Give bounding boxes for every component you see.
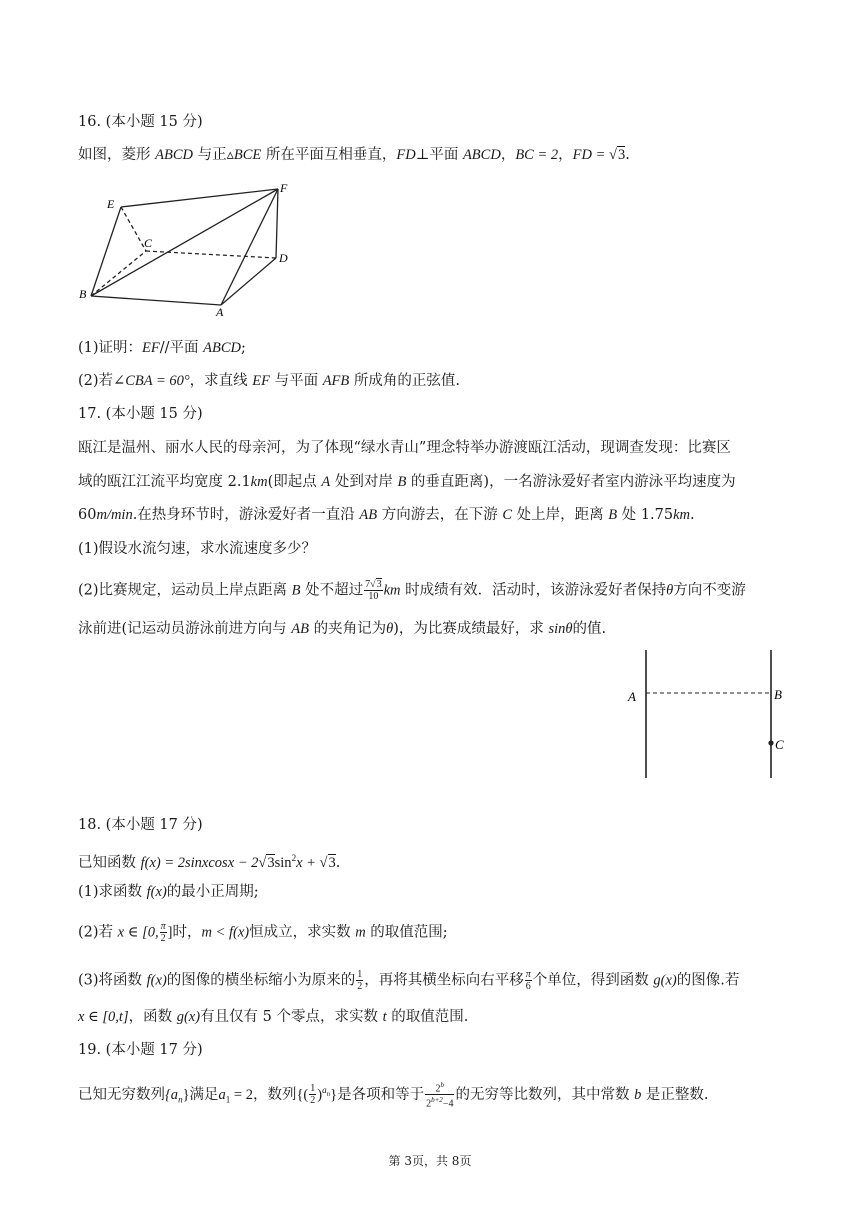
text: 时成绩有效．活动时，该游泳爱好者保持 [400,582,667,599]
q18-line1: 已知函数 f(x) = 2sinxcosx − $2√3\sin^2x + √3$. [78,853,341,871]
fraction-pi-over-6 [525,969,532,992]
text: 泳前进(记运动员游泳前进方向与 [78,621,292,637]
math: km [383,582,401,599]
page-footer: 第 3页，共 8页 [388,1154,472,1168]
math: x ∈ [0,t] [78,1009,129,1025]
math: m < f(x) [201,924,250,941]
frac-den: 2 [357,981,363,992]
frac-num: π [160,921,166,932]
text: 与平面 [269,373,323,389]
text: 所在平面互相垂直， [261,147,397,163]
text: 的值. [572,621,607,637]
text: 已知函数 [78,854,141,871]
label-E: E [107,197,115,211]
label-D: D [279,251,288,265]
point-C [768,740,773,745]
fraction-7sqrt3-over-10: $\frac{7√3}{10}$ [365,579,382,602]
math: B [397,474,407,490]
text: ; [241,340,246,356]
math: km [673,507,691,523]
frac-num: 1 [357,969,363,980]
frac-den: 6 [525,981,531,992]
text: ，数列 [252,1086,297,1103]
text: 所成角的正弦值. [349,373,460,389]
label-F: F [280,181,288,195]
math: x ∈ [0, [117,924,159,941]
text: 处上岸，距离 [512,507,609,523]
label-B: B [774,687,782,702]
math: f(x) [146,972,167,989]
label-C: C [144,236,153,250]
text: 方向不变游 [673,582,746,599]
math: AB [291,621,309,637]
text: (1)求函数 [78,884,147,900]
text: //平面 [159,340,204,356]
math: ABCD [203,340,242,356]
superscript: a [322,1085,327,1095]
q19-header: 19. (本小题 17 分) [78,1042,203,1058]
sqrt-value: 3 [328,854,336,871]
text: . [625,147,630,163]
q18-part2 [78,921,448,944]
math: x + [296,854,320,871]
text: ， [500,147,516,163]
math: ] [167,924,173,941]
text: 恒成立，求实数 [249,924,356,941]
label-C: C [775,737,784,752]
frac-num: 1 [310,1083,316,1095]
q16-intro: 如图，菱形 ABCD 与正▵BCE 所在平面互相垂直，FD⊥平面 ABCD，BC = 2，FD = √3. [78,147,630,163]
math: b [634,1086,642,1103]
text: 60 [78,507,97,523]
q19-line1 [78,1080,709,1110]
frac-den: 10 [368,591,379,602]
math: θ [386,621,394,637]
q17-part2-line1 [78,579,746,602]
fraction-pi-over-2 [160,921,167,944]
text: 的最小正周期; [166,884,259,900]
text: 的取值范围; [365,924,448,941]
text: (3)将函数 [78,972,147,989]
sqrt-value: 3 [617,147,626,163]
math: BCE [233,147,262,163]
text: (2)若 [78,924,118,941]
text: 平面 [429,147,463,163]
superscript: b+2 [431,1096,443,1105]
math: FD [396,147,416,163]
frac-den: 2 [310,1095,316,1107]
math: } [182,1086,190,1103]
sqrt-value: 3 [267,854,275,871]
math: ABCD [155,147,193,163]
text: (2)若 [78,373,114,389]
q18-part3-line2 [78,1007,468,1027]
q17-part2-line2 [78,619,606,639]
math: m [355,924,366,941]
frac-num: 7 [365,579,371,590]
q17-header: 17. (本小题 15 分) [78,406,203,422]
math: a [218,1086,226,1103]
subscript: n [326,1089,331,1098]
text: (1)证明： [78,340,143,356]
perp-symbol: ⊥ [415,147,430,163]
frac-sqrt: 3 [376,579,382,590]
q17-figure [620,645,800,785]
frac-den-tail: −4 [442,1098,454,1110]
math: EF [252,373,270,389]
triangle-symbol: ▵ [226,147,234,163]
superscript: b [440,1081,445,1089]
math: BC = 2 [515,147,559,163]
subscript: n [178,1094,183,1105]
text: 是正整数. [641,1086,709,1103]
math: FD = [572,147,610,163]
label-A: A [216,305,224,319]
q17-line3 [78,505,695,525]
fraction-2b-over-2b2-4 [425,1080,454,1110]
q17-line1: 瓯江是温州、丽水人民的母亲河，为了体现“绿水青山”理念特举办游渡瓯江活动，现调查发现：比赛区 [78,440,731,456]
text: 处到对岸 [330,474,398,490]
text: 有且仅有 5 个零点，求实数 [200,1009,383,1025]
math: AFB [322,373,350,389]
text: 的图像.若 [676,972,740,989]
text: 的无穷等比数列，其中常数 [455,1086,635,1103]
fraction-1-over-2 [356,969,363,992]
math: m/min [96,507,133,523]
math: {( [296,1086,309,1103]
math: g(x) [653,972,677,989]
math: sinθ [548,621,573,637]
text: )，为比赛成绩最好，求 [393,621,549,637]
math: ABCD [462,147,501,163]
text: ，函数 [128,1009,177,1025]
math: ) [317,1086,323,1103]
q16-figure [74,180,304,320]
math: C [502,507,513,523]
text: 方向游去，在下游 [377,507,503,523]
math: km [250,474,268,490]
text: 个单位，得到函数 [532,972,654,989]
math: g(x) [176,1009,201,1025]
math: } [330,1086,338,1103]
text: 的夹角记为 [308,621,387,637]
q18-part3-line1 [78,969,739,992]
text: 域的瓯江江流平均宽度 2.1 [78,474,251,490]
text: ， [558,147,573,163]
math: f(x) = 2sinxcosx − 2 [140,854,259,871]
text: 的图像的横坐标缩小为原来的 [166,972,356,989]
math: B [291,582,301,599]
q16-part2 [78,371,460,391]
math: f(x) [146,884,167,900]
text: 是各项和等于 [337,1086,425,1103]
frac-num: π [525,969,531,980]
text: (即起点 [267,474,322,490]
math: B [608,507,618,523]
text: . [690,507,695,523]
text: 处不超过 [300,582,364,599]
text: 的取值范围. [386,1009,469,1025]
math: t [382,1009,387,1025]
text: . [335,854,341,871]
text: 的垂直距离)，一名游泳爱好者室内游泳平均速度为 [406,474,736,490]
q18-header: 18. (本小题 17 分) [78,817,203,833]
text: 与正 [192,147,227,163]
frac-den: 2 [426,1098,432,1110]
text: ，再将其横坐标向右平移 [364,972,524,989]
q16-part1 [78,338,246,358]
q17-line2 [78,472,736,492]
text: 时， [172,924,202,941]
frac-den: 2 [160,933,166,944]
math: {a [165,1086,179,1103]
fraction-1-over-2 [309,1083,316,1106]
math: = 2 [230,1086,253,1103]
math: A [321,474,331,490]
math: sin [274,854,292,871]
math: θ [666,582,674,599]
frac-num: 2 [435,1083,441,1095]
q17-part1: (1)假设水流匀速，求水流速度多少？ [78,541,317,557]
text: 已知无穷数列 [78,1086,165,1103]
text: ，求直线 [189,373,253,389]
math: ∠CBA = 60° [113,373,190,389]
text: .在热身环节时，游泳爱好者一直沿 [132,507,360,523]
text: 如图，菱形 [78,147,156,163]
text: 满足 [189,1086,219,1103]
q16-header: 16. (本小题 15 分) [78,114,203,130]
subscript: 1 [225,1094,231,1105]
superscript: 2 [291,853,297,863]
math: EF [142,340,160,356]
label-A: A [628,689,636,704]
text: 处 1.75 [617,507,674,523]
q18-part1 [78,882,259,902]
label-B: B [79,287,87,301]
text: (2)比赛规定，运动员上岸点距离 [78,582,292,599]
math: AB [359,507,378,523]
